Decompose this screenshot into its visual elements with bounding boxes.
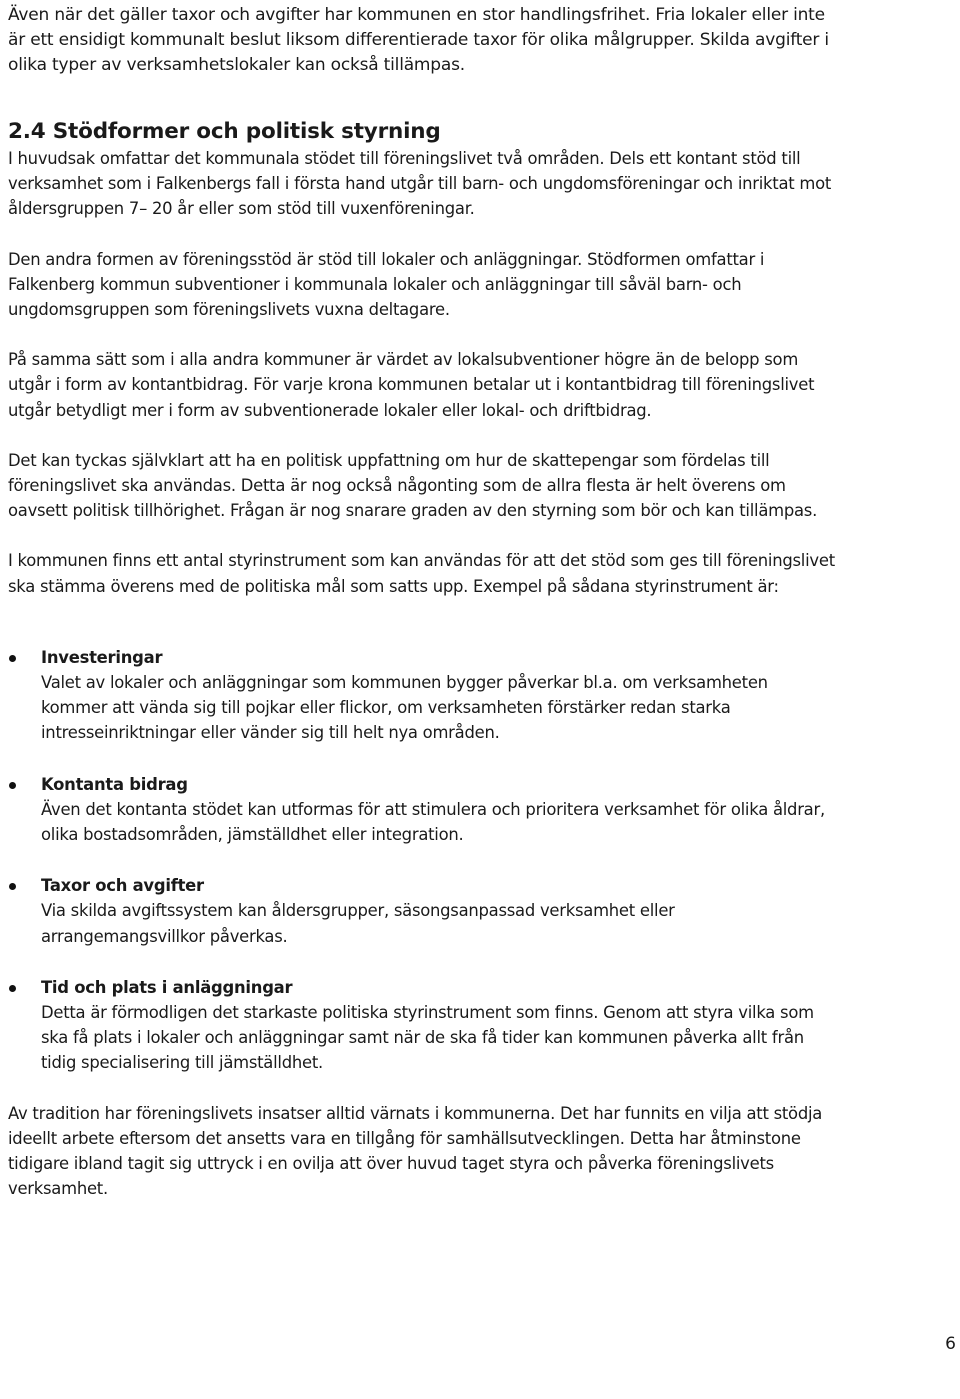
body-paragraph: Det kan tyckas självklart att ha en politisk uppfattning om hur de skattepengar som fördelas till föreningslivet ska användas. Detta är nog också någonting som de allra flesta är helt överens om oavsett politisk tillhörighet. Frågan är nog snarare graden av den styrning som bör och kan tillämpas.: [8, 450, 818, 521]
instrument-list: [8, 645, 838, 1076]
list-item-body: Detta är förmodligen det starkaste politiska styrinstrument som finns. Genom att styra vilka som ska få plats i lokaler och anläggningar samt när de ska få tider kan kommunen påverka allt från tidig specialisering till jämställdhet.: [41, 1003, 814, 1073]
list-item-body: Även det kontanta stödet kan utformas för att stimulera och prioritera verksamhet för olika åldrar, olika bostadsområden, jämställdhet eller integration.: [41, 799, 825, 845]
list-item: [8, 772, 838, 848]
body-paragraph: Den andra formen av föreningsstöd är stöd till lokaler och anläggningar. Stödformen omfattar i Falkenberg kommun subventioner i kommunala lokaler och anläggningar till såväl barn- och ungdomsgruppen som föreningslivets vuxna deltagare.: [8, 249, 765, 320]
closing-paragraph: Av tradition har föreningslivets insatser alltid värnats i kommunerna. Det har funnits en vilja att stödja ideellt arbete eftersom det ansetts vara en tillgång för samhällsutvecklingen. Detta har åtminstone tidigare ibland tagit sig uttryck i en ovilja att över huvud taget styra och påverka föreningslivets verksamhet.: [8, 1103, 823, 1199]
list-item-title: Investeringar: [41, 647, 163, 667]
list-item-body: Via skilda avgiftssystem kan åldersgrupper, säsongsanpassad verksamhet eller arrangemangsvillkor påverkas.: [41, 901, 675, 946]
list-item-title: Tid och plats i anläggningar: [41, 977, 293, 997]
section-heading: 2.4 Stödformer och politisk styrning: [8, 119, 441, 144]
list-item-body: Valet av lokaler och anläggningar som kommunen bygger påverkar bl.a. om verksamheten kommer att vända sig till pojkar eller flickor, om verksamheten förstärker redan starka intresseinriktningar eller vänder sig till helt nya områden.: [41, 673, 768, 743]
list-item: [8, 975, 838, 1076]
list-item: [8, 873, 838, 949]
bullet-icon: [9, 883, 16, 890]
body-paragraph: På samma sätt som i alla andra kommuner är värdet av lokalsubventioner högre än de belopp som utgår i form av kontantbidrag. För varje krona kommunen betalar ut i kontantbidrag till föreningslivet utgår betydligt mer i form av subventionerade lokaler eller lokal- och driftbidrag.: [8, 350, 815, 420]
list-item-title: Kontanta bidrag: [41, 774, 188, 794]
intro-paragraph: Även när det gäller taxor och avgifter har kommunen en stor handlingsfrihet. Fria lokaler eller inte är ett ensidigt kommunalt beslut liksom differentierade taxor för olika målgrupper. Skilda avgifter i olika typer av verksamhetslokaler kan också tillämpas.: [8, 5, 829, 75]
body-paragraph: I huvudsak omfattar det kommunala stödet till föreningslivet två områden. Dels ett kontant stöd till verksamhet som i Falkenbergs fall i första hand utgår till barn- och ungdomsföreningar och inriktat mot åldersgruppen 7– 20 år eller som stöd till vuxenföreningar.: [8, 149, 832, 219]
bullet-icon: [9, 985, 16, 992]
bullet-icon: [9, 782, 16, 789]
list-item: [8, 645, 838, 746]
document-page: [8, 0, 838, 1202]
list-item-title: Taxor och avgifter: [41, 876, 204, 896]
body-paragraph: I kommunen finns ett antal styrinstrument som kan användas för att det stöd som ges till föreningslivet ska stämma överens med de politiska mål som satts upp. Exempel på sådana styrinstrument är:: [8, 551, 835, 596]
bullet-icon: [9, 655, 16, 662]
page-number: 6: [945, 1334, 956, 1354]
